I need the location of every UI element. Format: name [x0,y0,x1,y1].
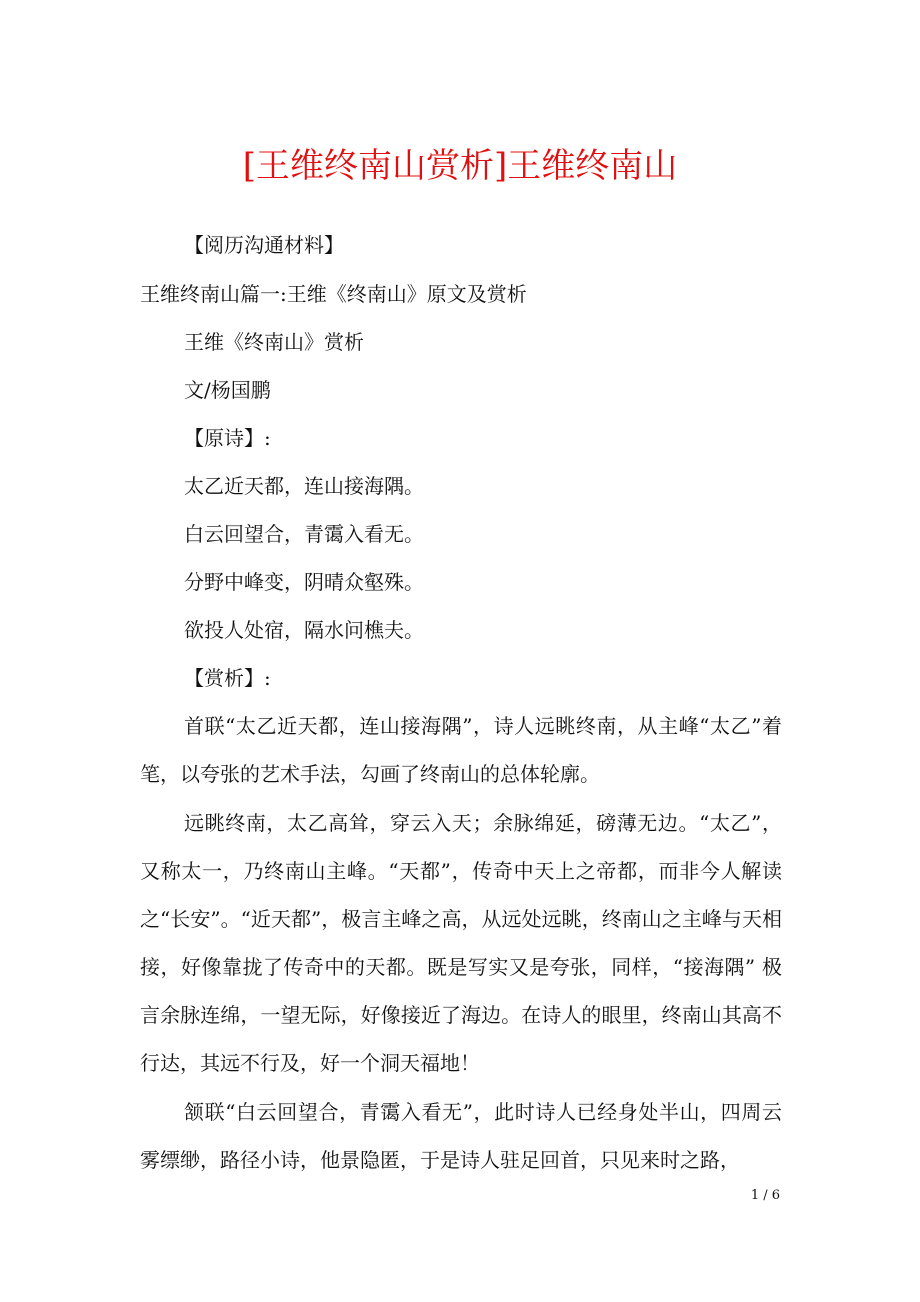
article-subtitle: 王维《终南山》赏析 [184,330,364,354]
poem-line: 欲投人处宿，隔水问樵夫。 [184,618,424,642]
page-number: 1 / 6 [750,1188,780,1203]
analysis-heading: 【赏析】: [184,666,271,690]
analysis-paragraph: 颔联“白云回望合，青霭入看无”，此时诗人已经身处半山，四周云雾缥缈，路径小诗，他景隐匿，于是诗人驻足回首，只见来时之路， [140,1100,782,1172]
poem-line: 太乙近天都，连山接海隅。 [184,474,424,498]
material-tag: 【阅历沟通材料】 [184,233,344,257]
author-line: 文/杨国鹏 [184,378,271,402]
chapter-heading: 王维终南山篇一:王维《终南山》原文及赏析 [140,282,527,306]
document-title: [王维终南山赏析]王维终南山 [242,146,678,186]
analysis-paragraph: 远眺终南，太乙高耸，穿云入天；余脉绵延，磅薄无边。“太乙”，又称太一，乃终南山主峰。“天都”，传奇中天上之帝都，而非今人解读之“长安”。“近天都”，极言主峰之高，从远处远眺，终南山之主峰与天相接，好像靠拢了传奇中的天都。既是写实又是夸张，同样，“接海隅” 极言余脉连绵，一望无际，好像接近了海边。在诗人的眼里，终南山其高不行达，其远不行及，好一个洞天福地！ [140,811,782,1075]
poem-line: 分野中峰变，阴晴众壑殊。 [184,570,424,594]
poem-line: 白云回望合，青霭入看无。 [184,522,424,546]
analysis-paragraph: 首联“太乙近天都，连山接海隅”，诗人远眺终南，从主峰“太乙”着笔，以夸张的艺术手法，勾画了终南山的总体轮廓。 [140,714,782,786]
poem-heading: 【原诗】: [184,426,271,450]
